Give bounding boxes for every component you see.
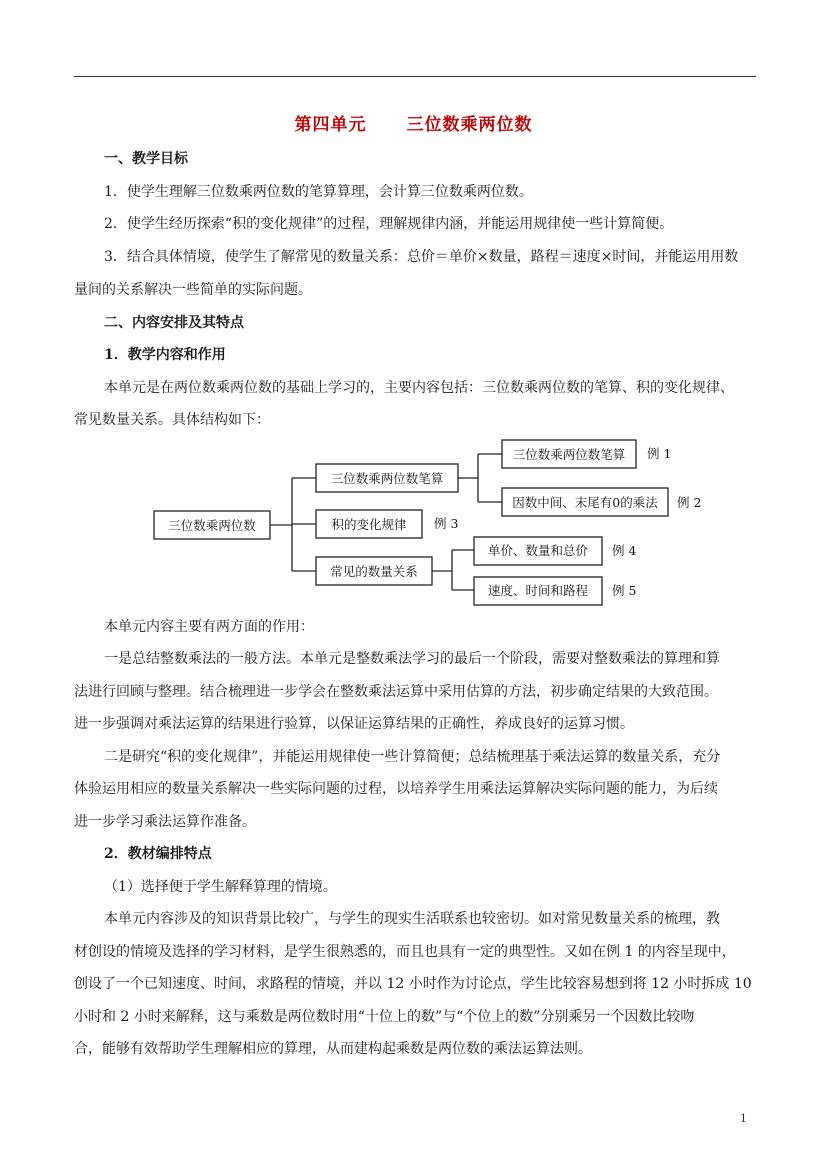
diagram-root-label: 三位数乘两位数 (168, 518, 256, 533)
diagram-b2-label: 积的变化规律 (331, 517, 407, 532)
diagram-b1a-label: 三位数乘两位数笔算 (512, 447, 626, 462)
goal-3-line-2: 量间的关系解决一些简单的实际问题。 (74, 282, 312, 298)
unit-label: 第四单元 (294, 115, 367, 135)
feature-1-line-3: 创设了一个已知速度、时间，求路程的情境，并以 12 小时作为讨论点，学生比较容易想到将 12 小时拆成 10 (74, 976, 752, 992)
role-1-line-2: 法进行回顾与整理。结合梳理进一步学会在整数乘法运算中采用估算的方法，初步确定结果的大致范围。 (74, 684, 718, 700)
section-heading-content: 二、内容安排及其特点 (104, 315, 244, 331)
diagram-b3b-label: 速度、时间和路程 (487, 583, 589, 598)
header-rule (74, 76, 756, 77)
intro-line-1: 本单元是在两位数乘两位数的基础上学习的，主要内容包括：三位数乘两位数的笔算、积的变化规律、 (104, 380, 734, 396)
goal-2: 2．使学生经历探索“积的变化规律”的过程，理解规律内涵，并能运用规律使一些计算简便。 (104, 216, 674, 232)
feature-1-heading: （1）选择便于学生解释算理的情境。 (104, 879, 337, 895)
diagram-b1b-example: 例 2 (677, 495, 702, 510)
diagram-b1a-example: 例 1 (647, 446, 672, 461)
diagram-b3-label: 常见的数量关系 (330, 564, 418, 579)
feature-1-line-4: 小时和 2 小时来解释，这与乘数是两位数时用“十位上的数”与“个位上的数”分别乘另一个因数比较吻 (74, 1009, 695, 1025)
role-1-line-1: 一是总结整数乘法的一般方法。本单元是整数乘法学习的最后一个阶段，需要对整数乘法的算理和算 (104, 651, 720, 667)
subheading-features: 2．教材编排特点 (104, 846, 212, 862)
diagram-b2-example: 例 3 (434, 516, 459, 531)
role-2-line-2: 体验运用相应的数量关系解决一些实际问题的过程，以培养学生用乘法运算解决实际问题的能力，为后续 (74, 781, 718, 797)
page-title (0, 110, 827, 135)
role-2-line-1: 二是研究“积的变化规律”，并能运用规律使一些计算简便；总结梳理基于乘法运算的数量关系，充分 (104, 749, 721, 765)
page-number: 1 (740, 1112, 747, 1125)
diagram-b3a-label: 单价、数量和总价 (487, 543, 589, 558)
feature-1-line-2: 材创设的情境及选择的学习材料，是学生很熟悉的，而且也具有一定的典型性。又如在例 1 的内容呈现中， (74, 944, 736, 960)
feature-1-line-5: 合，能够有效帮助学生理解相应的算理，从而建构起乘数是两位数的乘法运算法则。 (74, 1041, 592, 1057)
diagram-b1-label: 三位数乘两位数笔算 (330, 471, 444, 486)
unit-title: 三位数乘两位数 (406, 115, 533, 135)
role-1-line-3: 进一步强调对乘法运算的结果进行验算，以保证运算结果的正确性，养成良好的运算习惯。 (74, 716, 634, 732)
diagram-b1b-label: 因数中间、末尾有0的乘法 (512, 495, 658, 510)
subheading-content-role: 1．教学内容和作用 (104, 347, 226, 363)
intro-line-2: 常见数量关系。具体结构如下： (74, 412, 270, 428)
section-heading-goals: 一、教学目标 (104, 151, 188, 167)
structure-diagram (0, 430, 827, 610)
feature-1-line-1: 本单元内容涉及的知识背景比较广，与学生的现实生活联系也较密切。如对常见数量关系的梳理，教 (104, 911, 720, 927)
goal-3-line-1: 3．结合具体情境，使学生了解常见的数量关系：总价＝单价×数量，路程＝速度×时间，并能运用用数 (104, 249, 739, 265)
diagram-b3a-example: 例 4 (612, 543, 637, 558)
role-2-line-3: 进一步学习乘法运算作准备。 (74, 814, 256, 830)
diagram-b3b-example: 例 5 (612, 583, 637, 598)
role-intro: 本单元内容主要有两方面的作用： (104, 619, 314, 635)
goal-1: 1．使学生理解三位数乘两位数的笔算算理，会计算三位数乘两位数。 (104, 184, 533, 200)
